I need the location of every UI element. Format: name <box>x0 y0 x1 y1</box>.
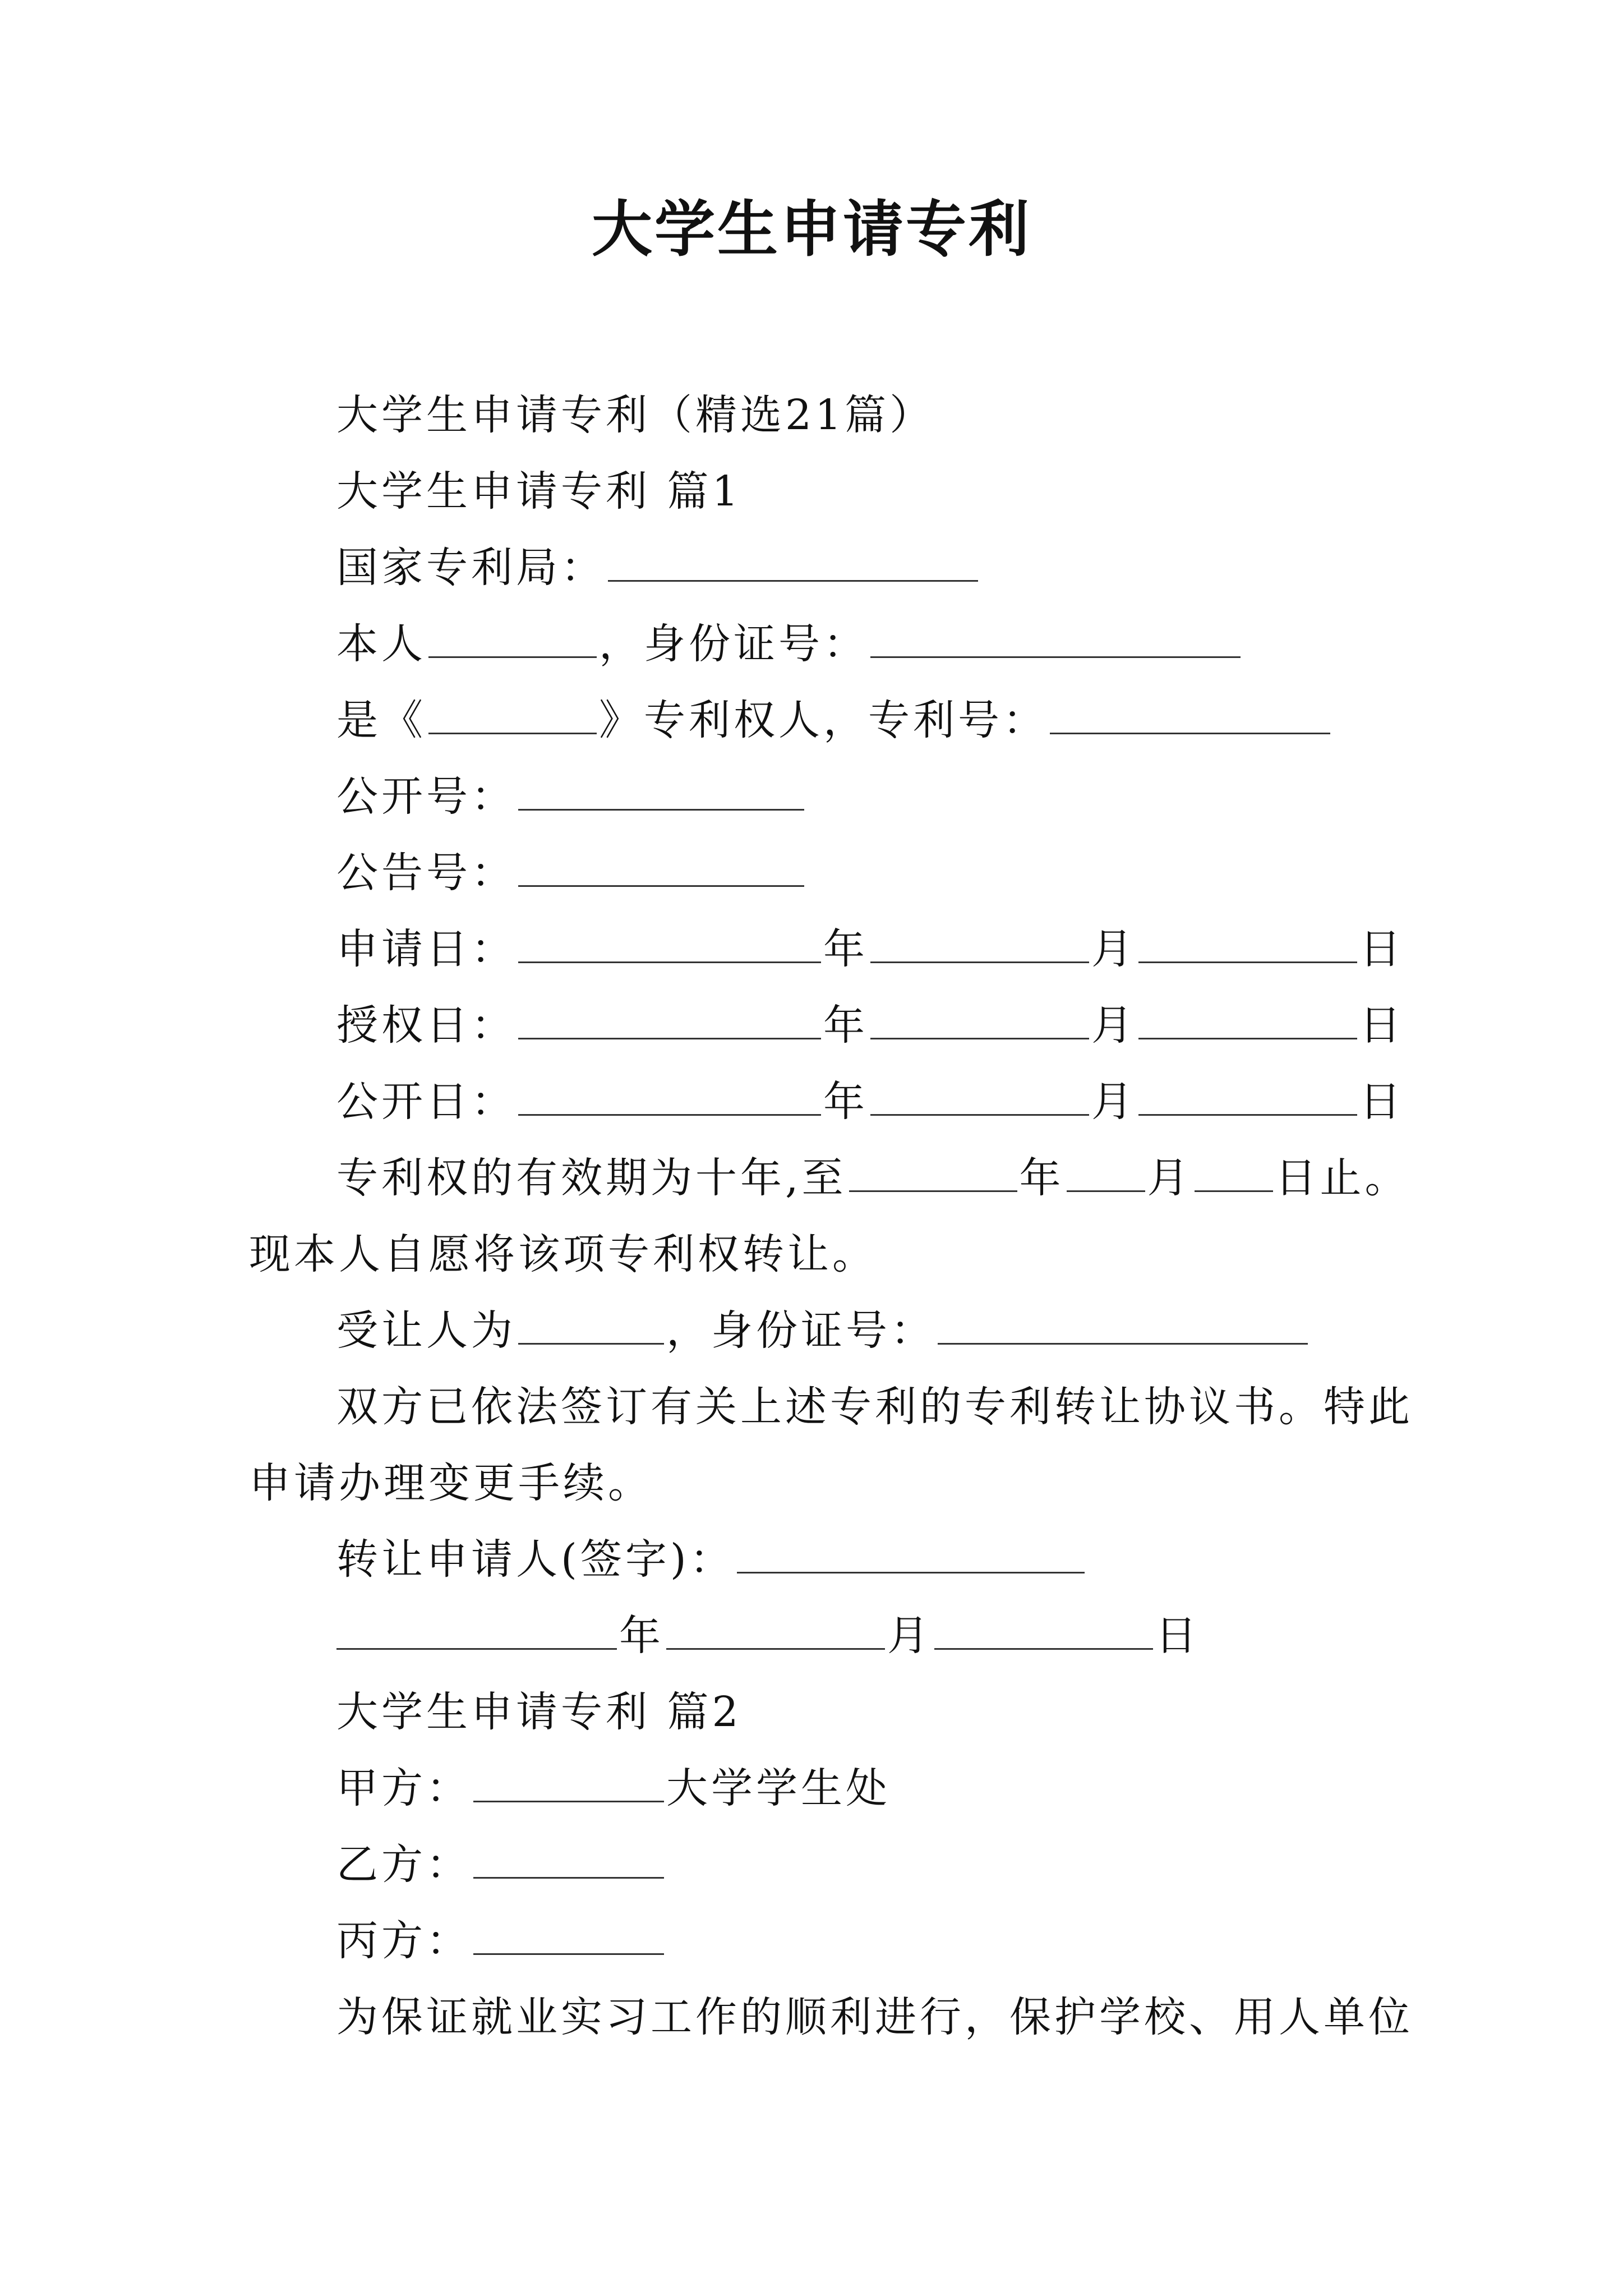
month-label: 月 <box>1091 1001 1136 1050</box>
validity-text: 专利权的有效期为十年,至 <box>336 1154 847 1202</box>
patent-line <box>336 692 1332 748</box>
bureau-line <box>336 540 980 596</box>
party-a-suffix: 大学学生处 <box>666 1764 891 1812</box>
person-line <box>336 616 1243 672</box>
validity-month-blank[interactable] <box>1067 1151 1145 1192</box>
bureau-blank[interactable] <box>608 541 978 582</box>
apply-year-blank[interactable] <box>518 922 821 963</box>
notice-number-blank[interactable] <box>518 846 804 887</box>
public-day-blank[interactable] <box>1138 1075 1357 1116</box>
id-number-blank[interactable] <box>870 617 1241 658</box>
party-a-blank[interactable] <box>473 1761 664 1802</box>
transferee-id-blank[interactable] <box>938 1304 1308 1345</box>
apply-date-label: 申请日： <box>336 925 516 973</box>
month-label: 月 <box>887 1612 932 1660</box>
public-number-label: 公开号： <box>336 772 516 821</box>
day-label: 日 <box>1359 1078 1404 1126</box>
party-c-blank[interactable] <box>473 1914 664 1955</box>
day-label: 日 <box>1155 1612 1200 1660</box>
grant-year-blank[interactable] <box>518 999 821 1039</box>
transferee-id-label: ，身份证号： <box>666 1306 935 1355</box>
person-name-blank[interactable] <box>428 617 597 658</box>
validity-day-blank[interactable] <box>1195 1151 1273 1192</box>
bureau-label: 国家专利局： <box>336 544 606 592</box>
transferee-label: 受让人为 <box>336 1306 516 1355</box>
document-subtitle: 大学生申请专利（精选21篇） <box>336 391 935 439</box>
grant-day-blank[interactable] <box>1138 999 1357 1039</box>
person-label: 本人 <box>336 620 426 668</box>
agreement-line: 双方已依法签订有关上述专利的专利转让协议书。特此 <box>336 1383 1413 1431</box>
signature-blank[interactable] <box>737 1533 1085 1573</box>
year-label: 年 <box>1019 1154 1064 1202</box>
party-a-label: 甲方： <box>336 1764 471 1812</box>
party-b-line <box>336 1837 666 1893</box>
agreement-continuation: 申请办理变更手续。 <box>249 1459 653 1507</box>
public-number-blank[interactable] <box>518 770 804 811</box>
section2-intro: 为保证就业实习工作的顺利进行，保护学校、用人单位 <box>336 1993 1413 2041</box>
id-label: ，身份证号： <box>599 620 868 668</box>
section1-heading: 大学生申请专利 篇1 <box>336 467 742 516</box>
sign-day-blank[interactable] <box>934 1609 1153 1650</box>
patent-number-blank[interactable] <box>1050 693 1330 734</box>
validity-year-blank[interactable] <box>849 1151 1017 1192</box>
apply-day-blank[interactable] <box>1138 922 1357 963</box>
party-a-line <box>336 1760 891 1816</box>
sign-date-line <box>336 1608 1200 1664</box>
public-date-label: 公开日： <box>336 1078 516 1126</box>
signer-label: 转让申请人(签字)： <box>336 1535 735 1584</box>
public-year-blank[interactable] <box>518 1075 821 1116</box>
party-b-blank[interactable] <box>473 1838 664 1879</box>
notice-number-line <box>336 845 806 901</box>
section2-heading: 大学生申请专利 篇2 <box>336 1688 742 1736</box>
sign-year-blank[interactable] <box>336 1609 617 1650</box>
document-title: 大学生申请专利 <box>591 195 1031 265</box>
month-label: 月 <box>1091 925 1136 973</box>
party-b-label: 乙方： <box>336 1841 471 1889</box>
patent-name-blank[interactable] <box>428 693 597 734</box>
grant-month-blank[interactable] <box>870 999 1089 1039</box>
public-month-blank[interactable] <box>870 1075 1089 1116</box>
month-label: 月 <box>1091 1078 1136 1126</box>
public-date-line <box>336 1074 1404 1130</box>
grant-date-label: 授权日： <box>336 1001 516 1050</box>
party-c-line <box>336 1913 666 1969</box>
apply-month-blank[interactable] <box>870 922 1089 963</box>
public-number-line <box>336 769 806 825</box>
validity-end: 日止。 <box>1275 1154 1410 1202</box>
year-label: 年 <box>823 925 868 973</box>
validity-line <box>336 1150 1410 1206</box>
day-label: 日 <box>1359 1001 1404 1050</box>
apply-date-line <box>336 921 1404 977</box>
signer-line <box>336 1531 1087 1588</box>
party-c-label: 丙方： <box>336 1917 471 1965</box>
year-label: 年 <box>619 1612 664 1660</box>
transferee-name-blank[interactable] <box>518 1304 664 1345</box>
patent-holder-label: 》专利权人，专利号： <box>599 696 1048 744</box>
notice-number-label: 公告号： <box>336 849 516 897</box>
grant-date-line <box>336 997 1404 1053</box>
transferee-line <box>336 1303 1310 1359</box>
sign-month-blank[interactable] <box>666 1609 885 1650</box>
patent-prefix: 是《 <box>336 696 426 744</box>
day-label: 日 <box>1359 925 1404 973</box>
year-label: 年 <box>823 1078 868 1126</box>
validity-continuation: 现本人自愿将该项专利权转让。 <box>249 1230 877 1278</box>
month-label: 月 <box>1147 1154 1192 1202</box>
year-label: 年 <box>823 1001 868 1050</box>
